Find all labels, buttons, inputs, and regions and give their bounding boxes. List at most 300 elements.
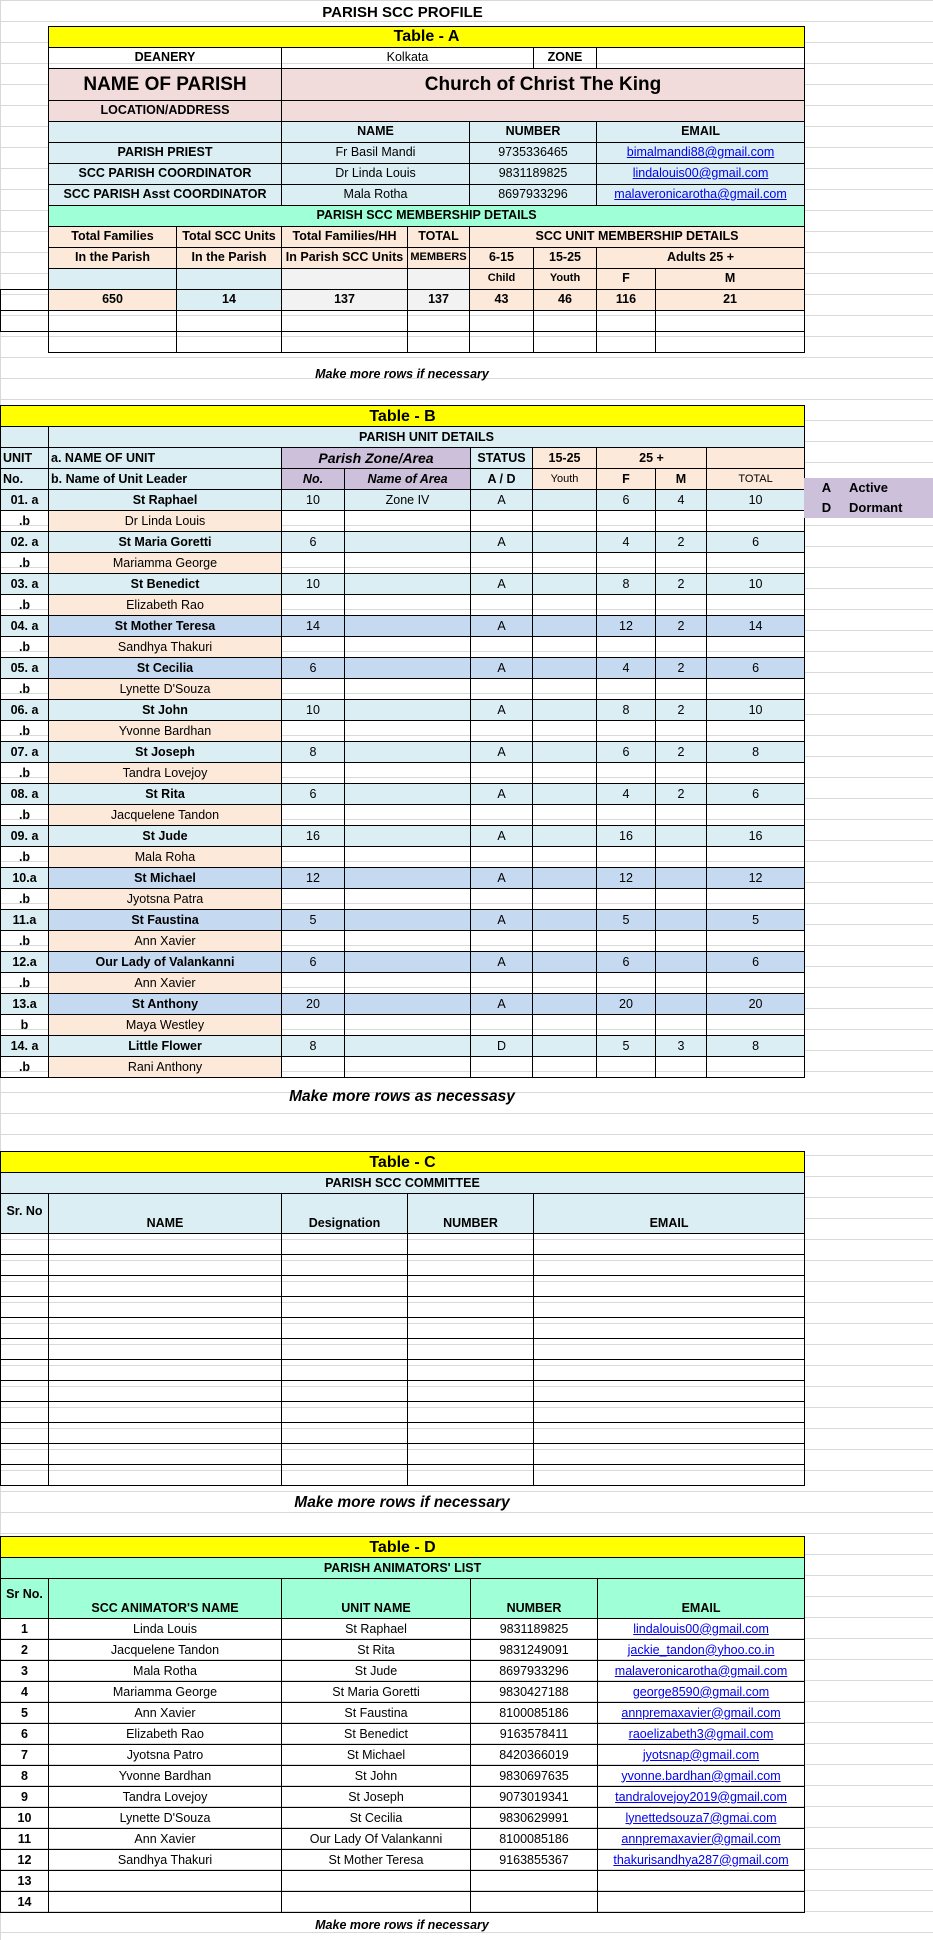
animator-unit[interactable]: St Rita: [282, 1640, 471, 1661]
empty-cell[interactable]: [1, 1465, 49, 1486]
unit-f[interactable]: 4: [597, 784, 656, 805]
unit-total[interactable]: 6: [707, 952, 805, 973]
empty-cell[interactable]: [597, 847, 656, 868]
unit-m[interactable]: 2: [656, 784, 707, 805]
animator-unit[interactable]: St John: [282, 1766, 471, 1787]
empty-cell[interactable]: [471, 931, 533, 952]
unit-total[interactable]: 6: [707, 658, 805, 679]
empty-cell[interactable]: [345, 889, 471, 910]
animator-email-link[interactable]: yvonne.bardhan@gmail.com: [598, 1766, 805, 1787]
empty-cell[interactable]: [1, 1402, 49, 1423]
empty-cell[interactable]: [597, 637, 656, 658]
unit-area-name[interactable]: [345, 826, 471, 847]
unit-f[interactable]: 12: [597, 868, 656, 889]
empty-cell[interactable]: [656, 931, 707, 952]
unit-leader-name[interactable]: Ann Xavier: [49, 931, 282, 952]
empty-cell[interactable]: [534, 1234, 805, 1255]
unit-zone-no[interactable]: 6: [282, 658, 345, 679]
unit-youth[interactable]: [533, 826, 597, 847]
unit-zone-no[interactable]: 8: [282, 1036, 345, 1057]
unit-area-name[interactable]: [345, 658, 471, 679]
empty-cell[interactable]: [597, 1057, 656, 1078]
empty-cell[interactable]: [49, 1444, 282, 1465]
empty-cell[interactable]: [534, 1465, 805, 1486]
empty-cell[interactable]: [282, 1255, 408, 1276]
animator-name[interactable]: Elizabeth Rao: [49, 1724, 282, 1745]
unit-status[interactable]: A: [471, 910, 533, 931]
empty-cell[interactable]: [282, 1015, 345, 1036]
empty-cell[interactable]: [533, 553, 597, 574]
unit-youth[interactable]: [533, 658, 597, 679]
unit-m[interactable]: 2: [656, 616, 707, 637]
empty-cell[interactable]: [408, 1423, 534, 1444]
empty-cell[interactable]: [707, 679, 805, 700]
empty-cell[interactable]: [707, 511, 805, 532]
value-m[interactable]: 21: [656, 289, 805, 310]
unit-m[interactable]: 4: [656, 490, 707, 511]
animator-number[interactable]: 8100085186: [471, 1829, 598, 1850]
empty-cell[interactable]: [282, 1318, 408, 1339]
unit-area-name[interactable]: Zone IV: [345, 490, 471, 511]
empty-cell[interactable]: [282, 973, 345, 994]
unit-area-name[interactable]: [345, 532, 471, 553]
unit-zone-no[interactable]: 8: [282, 742, 345, 763]
empty-cell[interactable]: [597, 805, 656, 826]
empty-cell[interactable]: [533, 511, 597, 532]
unit-area-name[interactable]: [345, 868, 471, 889]
unit-status[interactable]: A: [471, 700, 533, 721]
animator-email-link[interactable]: thakurisandhya287@gmail.com: [598, 1850, 805, 1871]
empty-cell[interactable]: [408, 1318, 534, 1339]
unit-leader-name[interactable]: Maya Westley: [49, 1015, 282, 1036]
unit-status[interactable]: A: [471, 784, 533, 805]
empty-cell[interactable]: [282, 1339, 408, 1360]
empty-cell[interactable]: [656, 721, 707, 742]
animator-number[interactable]: 9073019341: [471, 1787, 598, 1808]
empty-cell[interactable]: [707, 973, 805, 994]
empty-cell[interactable]: [282, 721, 345, 742]
unit-f[interactable]: 6: [597, 952, 656, 973]
empty-cell[interactable]: [533, 973, 597, 994]
empty-cell[interactable]: [1, 1276, 49, 1297]
empty-cell[interactable]: [408, 1276, 534, 1297]
empty-cell[interactable]: [707, 637, 805, 658]
empty-cell[interactable]: [471, 721, 533, 742]
person-number[interactable]: 9831189825: [470, 163, 597, 184]
animator-email-link[interactable]: annpremaxavier@gmail.com: [598, 1703, 805, 1724]
empty-cell[interactable]: [49, 1255, 282, 1276]
unit-name[interactable]: St Maria Goretti: [49, 532, 282, 553]
unit-leader-name[interactable]: Lynette D'Souza: [49, 679, 282, 700]
empty-cell[interactable]: [282, 763, 345, 784]
unit-youth[interactable]: [533, 868, 597, 889]
animator-unit[interactable]: St Cecilia: [282, 1808, 471, 1829]
value-units[interactable]: 14: [177, 289, 282, 310]
unit-leader-name[interactable]: Mariamma George: [49, 553, 282, 574]
empty-cell[interactable]: [533, 1057, 597, 1078]
empty-cell[interactable]: [597, 931, 656, 952]
unit-f[interactable]: 6: [597, 742, 656, 763]
empty-cell[interactable]: [282, 889, 345, 910]
empty-cell[interactable]: [1, 1423, 49, 1444]
empty-cell[interactable]: [408, 1234, 534, 1255]
empty-cell[interactable]: [49, 1381, 282, 1402]
empty-cell[interactable]: [471, 973, 533, 994]
unit-name[interactable]: St Jude: [49, 826, 282, 847]
animator-number[interactable]: 9830629991: [471, 1808, 598, 1829]
unit-leader-name[interactable]: Mala Roha: [49, 847, 282, 868]
empty-cell[interactable]: [471, 595, 533, 616]
empty-cell[interactable]: [408, 1297, 534, 1318]
empty-cell[interactable]: [707, 805, 805, 826]
empty-cell[interactable]: [597, 763, 656, 784]
empty-cell[interactable]: [282, 1402, 408, 1423]
empty-cell[interactable]: [282, 1234, 408, 1255]
animator-name[interactable]: Jyotsna Patro: [49, 1745, 282, 1766]
empty-cell[interactable]: [1, 1339, 49, 1360]
animator-number[interactable]: [471, 1892, 598, 1913]
empty-cell[interactable]: [707, 595, 805, 616]
animator-number[interactable]: 8697933296: [471, 1661, 598, 1682]
empty-cell[interactable]: [471, 805, 533, 826]
unit-f[interactable]: 8: [597, 700, 656, 721]
value-f[interactable]: 116: [597, 289, 656, 310]
location-value[interactable]: [282, 100, 805, 121]
unit-m[interactable]: 2: [656, 574, 707, 595]
unit-f[interactable]: 6: [597, 490, 656, 511]
empty-cell[interactable]: [345, 553, 471, 574]
empty-cell[interactable]: [533, 931, 597, 952]
unit-youth[interactable]: [533, 784, 597, 805]
animator-name[interactable]: Lynette D'Souza: [49, 1808, 282, 1829]
unit-m[interactable]: 2: [656, 742, 707, 763]
empty-cell[interactable]: [534, 1276, 805, 1297]
unit-name[interactable]: St Benedict: [49, 574, 282, 595]
unit-area-name[interactable]: [345, 616, 471, 637]
empty-cell[interactable]: [533, 595, 597, 616]
value-families[interactable]: 650: [49, 289, 177, 310]
animator-unit[interactable]: St Faustina: [282, 1703, 471, 1724]
unit-status[interactable]: A: [471, 532, 533, 553]
empty-cell[interactable]: [1, 1360, 49, 1381]
unit-area-name[interactable]: [345, 1036, 471, 1057]
person-name[interactable]: Fr Basil Mandi: [282, 142, 470, 163]
unit-status[interactable]: A: [471, 868, 533, 889]
empty-cell[interactable]: [597, 1015, 656, 1036]
unit-name[interactable]: St Rita: [49, 784, 282, 805]
empty-cell[interactable]: [656, 889, 707, 910]
unit-f[interactable]: 5: [597, 1036, 656, 1057]
person-name[interactable]: Mala Rotha: [282, 184, 470, 205]
empty-cell[interactable]: [534, 1255, 805, 1276]
unit-area-name[interactable]: [345, 574, 471, 595]
empty-cell[interactable]: [597, 553, 656, 574]
empty-cell[interactable]: [282, 931, 345, 952]
animator-email-link[interactable]: jyotsnap@gmail.com: [598, 1745, 805, 1766]
empty-cell[interactable]: [49, 1360, 282, 1381]
unit-leader-name[interactable]: Yvonne Bardhan: [49, 721, 282, 742]
unit-leader-name[interactable]: Elizabeth Rao: [49, 595, 282, 616]
empty-cell[interactable]: [345, 805, 471, 826]
animator-number[interactable]: 9831249091: [471, 1640, 598, 1661]
value-child[interactable]: 43: [470, 289, 534, 310]
unit-youth[interactable]: [533, 742, 597, 763]
unit-leader-name[interactable]: Sandhya Thakuri: [49, 637, 282, 658]
unit-status[interactable]: A: [471, 952, 533, 973]
unit-youth[interactable]: [533, 574, 597, 595]
unit-total[interactable]: 10: [707, 574, 805, 595]
unit-f[interactable]: 20: [597, 994, 656, 1015]
unit-zone-no[interactable]: 14: [282, 616, 345, 637]
empty-cell[interactable]: [707, 889, 805, 910]
empty-cell[interactable]: [282, 637, 345, 658]
unit-name[interactable]: St Anthony: [49, 994, 282, 1015]
empty-cell[interactable]: [707, 931, 805, 952]
unit-status[interactable]: A: [471, 826, 533, 847]
unit-area-name[interactable]: [345, 700, 471, 721]
animator-unit[interactable]: St Jude: [282, 1661, 471, 1682]
empty-cell[interactable]: [533, 721, 597, 742]
unit-f[interactable]: 4: [597, 658, 656, 679]
unit-f[interactable]: 16: [597, 826, 656, 847]
empty-cell[interactable]: [49, 1234, 282, 1255]
animator-unit[interactable]: Our Lady Of Valankanni: [282, 1829, 471, 1850]
empty-cell[interactable]: [408, 1465, 534, 1486]
unit-m[interactable]: 2: [656, 658, 707, 679]
empty-cell[interactable]: [345, 595, 471, 616]
empty-cell[interactable]: [707, 1057, 805, 1078]
unit-f[interactable]: 8: [597, 574, 656, 595]
empty-cell[interactable]: [707, 847, 805, 868]
unit-f[interactable]: 4: [597, 532, 656, 553]
unit-status[interactable]: A: [471, 616, 533, 637]
animator-name[interactable]: Sandhya Thakuri: [49, 1850, 282, 1871]
animator-number[interactable]: 9830697635: [471, 1766, 598, 1787]
empty-cell[interactable]: [1, 1444, 49, 1465]
empty-cell[interactable]: [282, 847, 345, 868]
unit-status[interactable]: A: [471, 574, 533, 595]
unit-total[interactable]: 8: [707, 1036, 805, 1057]
empty-cell[interactable]: [534, 1318, 805, 1339]
empty-cell[interactable]: [471, 889, 533, 910]
unit-status[interactable]: A: [471, 994, 533, 1015]
unit-total[interactable]: 20: [707, 994, 805, 1015]
empty-cell[interactable]: [707, 763, 805, 784]
animator-name[interactable]: [49, 1892, 282, 1913]
unit-total[interactable]: 16: [707, 826, 805, 847]
empty-cell[interactable]: [656, 637, 707, 658]
empty-cell[interactable]: [533, 1015, 597, 1036]
unit-f[interactable]: 12: [597, 616, 656, 637]
empty-cell[interactable]: [49, 1318, 282, 1339]
empty-cell[interactable]: [597, 679, 656, 700]
unit-youth[interactable]: [533, 952, 597, 973]
unit-area-name[interactable]: [345, 994, 471, 1015]
unit-area-name[interactable]: [345, 742, 471, 763]
unit-status[interactable]: D: [471, 1036, 533, 1057]
empty-cell[interactable]: [656, 511, 707, 532]
empty-cell[interactable]: [345, 931, 471, 952]
value-families-hh[interactable]: 137: [282, 289, 408, 310]
unit-m[interactable]: [656, 826, 707, 847]
empty-cell[interactable]: [408, 1339, 534, 1360]
unit-youth[interactable]: [533, 532, 597, 553]
empty-cell[interactable]: [656, 805, 707, 826]
empty-cell[interactable]: [533, 763, 597, 784]
empty-cell[interactable]: [345, 973, 471, 994]
empty-cell[interactable]: [1, 1255, 49, 1276]
empty-cell[interactable]: [471, 1057, 533, 1078]
empty-cell[interactable]: [345, 763, 471, 784]
animator-number[interactable]: 9830427188: [471, 1682, 598, 1703]
animator-email-link[interactable]: tandralovejoy2019@gmail.com: [598, 1787, 805, 1808]
unit-area-name[interactable]: [345, 952, 471, 973]
unit-area-name[interactable]: [345, 784, 471, 805]
empty-cell[interactable]: [282, 1297, 408, 1318]
unit-zone-no[interactable]: 5: [282, 910, 345, 931]
empty-cell[interactable]: [282, 1444, 408, 1465]
empty-cell[interactable]: [1, 1297, 49, 1318]
animator-number[interactable]: 8420366019: [471, 1745, 598, 1766]
unit-m[interactable]: 2: [656, 700, 707, 721]
unit-zone-no[interactable]: 6: [282, 784, 345, 805]
person-number[interactable]: 9735336465: [470, 142, 597, 163]
empty-cell[interactable]: [533, 637, 597, 658]
empty-cell[interactable]: [707, 553, 805, 574]
unit-name[interactable]: Our Lady of Valankanni: [49, 952, 282, 973]
animator-email-link[interactable]: annpremaxavier@gmail.com: [598, 1829, 805, 1850]
unit-total[interactable]: 12: [707, 868, 805, 889]
unit-zone-no[interactable]: 10: [282, 700, 345, 721]
unit-leader-name[interactable]: Rani Anthony: [49, 1057, 282, 1078]
empty-cell[interactable]: [49, 1423, 282, 1444]
empty-cell[interactable]: [345, 679, 471, 700]
unit-name[interactable]: St John: [49, 700, 282, 721]
empty-cell[interactable]: [345, 721, 471, 742]
animator-number[interactable]: 9163855367: [471, 1850, 598, 1871]
unit-name[interactable]: St Faustina: [49, 910, 282, 931]
animator-unit[interactable]: St Michael: [282, 1745, 471, 1766]
animator-email-link[interactable]: george8590@gmail.com: [598, 1682, 805, 1703]
animator-email-link[interactable]: lynettedsouza7@gmai.com: [598, 1808, 805, 1829]
animator-unit[interactable]: [282, 1871, 471, 1892]
person-name[interactable]: Dr Linda Louis: [282, 163, 470, 184]
empty-cell[interactable]: [282, 1057, 345, 1078]
animator-unit[interactable]: St Joseph: [282, 1787, 471, 1808]
animator-name[interactable]: Jacquelene Tandon: [49, 1640, 282, 1661]
animator-email-link[interactable]: [598, 1871, 805, 1892]
unit-youth[interactable]: [533, 700, 597, 721]
empty-cell[interactable]: [534, 1444, 805, 1465]
empty-cell[interactable]: [534, 1297, 805, 1318]
animator-number[interactable]: 8100085186: [471, 1703, 598, 1724]
empty-cell[interactable]: [533, 805, 597, 826]
unit-zone-no[interactable]: 12: [282, 868, 345, 889]
empty-cell[interactable]: [534, 1402, 805, 1423]
empty-cell[interactable]: [49, 1276, 282, 1297]
empty-cell[interactable]: [1, 1381, 49, 1402]
unit-name[interactable]: St Mother Teresa: [49, 616, 282, 637]
empty-cell[interactable]: [282, 1381, 408, 1402]
empty-cell[interactable]: [345, 1015, 471, 1036]
empty-cell[interactable]: [534, 1360, 805, 1381]
empty-cell[interactable]: [471, 1015, 533, 1036]
animator-name[interactable]: Ann Xavier: [49, 1829, 282, 1850]
unit-youth[interactable]: [533, 1036, 597, 1057]
unit-zone-no[interactable]: 20: [282, 994, 345, 1015]
unit-zone-no[interactable]: 6: [282, 532, 345, 553]
unit-name[interactable]: Little Flower: [49, 1036, 282, 1057]
empty-cell[interactable]: [1, 1234, 49, 1255]
unit-m[interactable]: [656, 952, 707, 973]
empty-cell[interactable]: [408, 1402, 534, 1423]
person-number[interactable]: 8697933296: [470, 184, 597, 205]
unit-zone-no[interactable]: 16: [282, 826, 345, 847]
animator-unit[interactable]: St Mother Teresa: [282, 1850, 471, 1871]
unit-m[interactable]: [656, 994, 707, 1015]
empty-cell[interactable]: [408, 1444, 534, 1465]
unit-youth[interactable]: [533, 994, 597, 1015]
unit-status[interactable]: A: [471, 490, 533, 511]
empty-cell[interactable]: [534, 1339, 805, 1360]
animator-name[interactable]: Mala Rotha: [49, 1661, 282, 1682]
animator-name[interactable]: [49, 1871, 282, 1892]
empty-cell[interactable]: [471, 763, 533, 784]
empty-cell[interactable]: [49, 1465, 282, 1486]
empty-cell[interactable]: [533, 889, 597, 910]
empty-cell[interactable]: [471, 847, 533, 868]
parish-name-value[interactable]: Church of Christ The King: [282, 68, 805, 100]
empty-cell[interactable]: [597, 595, 656, 616]
empty-cell[interactable]: [408, 1255, 534, 1276]
unit-name[interactable]: St Cecilia: [49, 658, 282, 679]
empty-cell[interactable]: [597, 973, 656, 994]
unit-youth[interactable]: [533, 490, 597, 511]
empty-cell[interactable]: [597, 511, 656, 532]
empty-cell[interactable]: [282, 553, 345, 574]
empty-cell[interactable]: [656, 973, 707, 994]
unit-total[interactable]: 10: [707, 490, 805, 511]
empty-cell[interactable]: [282, 1276, 408, 1297]
empty-cell[interactable]: [408, 1360, 534, 1381]
empty-cell[interactable]: [282, 1360, 408, 1381]
unit-name[interactable]: St Michael: [49, 868, 282, 889]
unit-leader-name[interactable]: Ann Xavier: [49, 973, 282, 994]
empty-cell[interactable]: [597, 721, 656, 742]
empty-cell[interactable]: [282, 511, 345, 532]
unit-leader-name[interactable]: Dr Linda Louis: [49, 511, 282, 532]
empty-cell[interactable]: [471, 553, 533, 574]
unit-leader-name[interactable]: Jacquelene Tandon: [49, 805, 282, 826]
unit-leader-name[interactable]: Tandra Lovejoy: [49, 763, 282, 784]
empty-cell[interactable]: [534, 1381, 805, 1402]
animator-unit[interactable]: [282, 1892, 471, 1913]
zone-value[interactable]: [597, 47, 805, 68]
empty-cell[interactable]: [345, 847, 471, 868]
unit-zone-no[interactable]: 6: [282, 952, 345, 973]
unit-leader-name[interactable]: Jyotsna Patra: [49, 889, 282, 910]
value-youth[interactable]: 46: [534, 289, 597, 310]
unit-m[interactable]: [656, 910, 707, 931]
animator-email-link[interactable]: malaveronicarotha@gmail.com: [598, 1661, 805, 1682]
empty-cell[interactable]: [282, 679, 345, 700]
empty-cell[interactable]: [707, 721, 805, 742]
unit-status[interactable]: A: [471, 658, 533, 679]
unit-total[interactable]: 6: [707, 784, 805, 805]
empty-cell[interactable]: [345, 511, 471, 532]
unit-youth[interactable]: [533, 910, 597, 931]
person-email-link[interactable]: lindalouis00@gmail.com: [597, 163, 805, 184]
